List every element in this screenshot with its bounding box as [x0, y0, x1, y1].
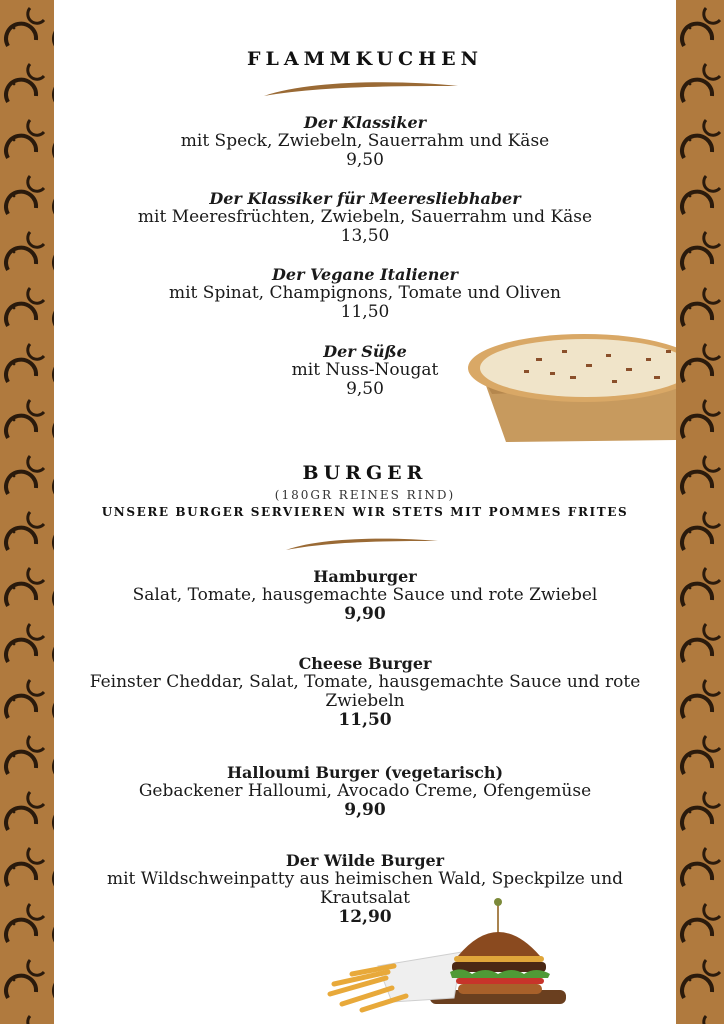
item-name: Der Süße: [323, 342, 407, 361]
burger-subtitle: (180GR REINES RIND): [274, 488, 456, 502]
item-description: mit Speck, Zwiebeln, Sauerrahm und Käse: [180, 131, 550, 151]
item-description: mit Wildschweinpatty aus heimischen Wald, Speckpilze und: [106, 869, 624, 889]
burger-note: UNSERE BURGER SERVIEREN WIR STETS MIT POMMES FRITES: [101, 505, 629, 519]
section-title-burger: BURGER: [302, 462, 428, 484]
horseshoe-pattern-right: [676, 0, 724, 1024]
item-price: 9,50: [346, 379, 384, 399]
item-description-line2: Krautsalat: [319, 888, 410, 908]
section-title-flammkuchen: FLAMMKUCHEN: [247, 48, 483, 70]
menu-item-halloumi-burger: [54, 763, 676, 820]
item-description-line2: Zwiebeln: [325, 691, 405, 711]
menu-item-hamburger: [54, 567, 676, 624]
item-description: mit Nuss-Nougat: [291, 360, 439, 380]
burger-and-fries-photo: [322, 894, 570, 1020]
item-name: Der Vegane Italiener: [272, 265, 458, 284]
menu-item-klassiker-meeresliebhaber: [54, 189, 676, 246]
menu-page: [54, 0, 676, 1024]
decorative-swash: [260, 78, 462, 100]
item-price: 13,50: [340, 226, 390, 246]
flammkuchen-photo: [466, 328, 676, 444]
item-name: Cheese Burger: [298, 654, 432, 673]
item-price: 9,90: [344, 800, 386, 820]
item-description: mit Meeresfrüchten, Zwiebeln, Sauerrahm und Käse: [137, 207, 593, 227]
horseshoe-pattern-left: [0, 0, 54, 1024]
item-description: Feinster Cheddar, Salat, Tomate, hausgemachte Sauce und rote: [89, 672, 641, 692]
item-price: 11,50: [338, 710, 392, 730]
item-description: Salat, Tomate, hausgemachte Sauce und rote Zwiebel: [132, 585, 598, 605]
item-price: 11,50: [340, 302, 390, 322]
item-price: 9,90: [344, 604, 386, 624]
item-name: Der Klassiker: [303, 113, 427, 132]
item-description: mit Spinat, Champignons, Tomate und Oliven: [169, 283, 561, 303]
item-name: Der Klassiker für Meeresliebhaber: [209, 189, 521, 208]
item-name: Halloumi Burger (vegetarisch): [226, 763, 504, 782]
item-price: 12,90: [338, 907, 392, 927]
left-horseshoe-border: [0, 0, 54, 1024]
item-price: 9,50: [346, 150, 384, 170]
item-name: Der Wilde Burger: [285, 851, 445, 870]
menu-item-cheese-burger: [54, 654, 676, 730]
menu-item-der-klassiker: [54, 113, 676, 170]
decorative-swash: [282, 535, 442, 553]
menu-item-vegane-italiener: [54, 265, 676, 322]
right-horseshoe-border: [676, 0, 724, 1024]
item-description: Gebackener Halloumi, Avocado Creme, Ofengemüse: [138, 781, 592, 801]
item-name: Hamburger: [313, 567, 417, 586]
